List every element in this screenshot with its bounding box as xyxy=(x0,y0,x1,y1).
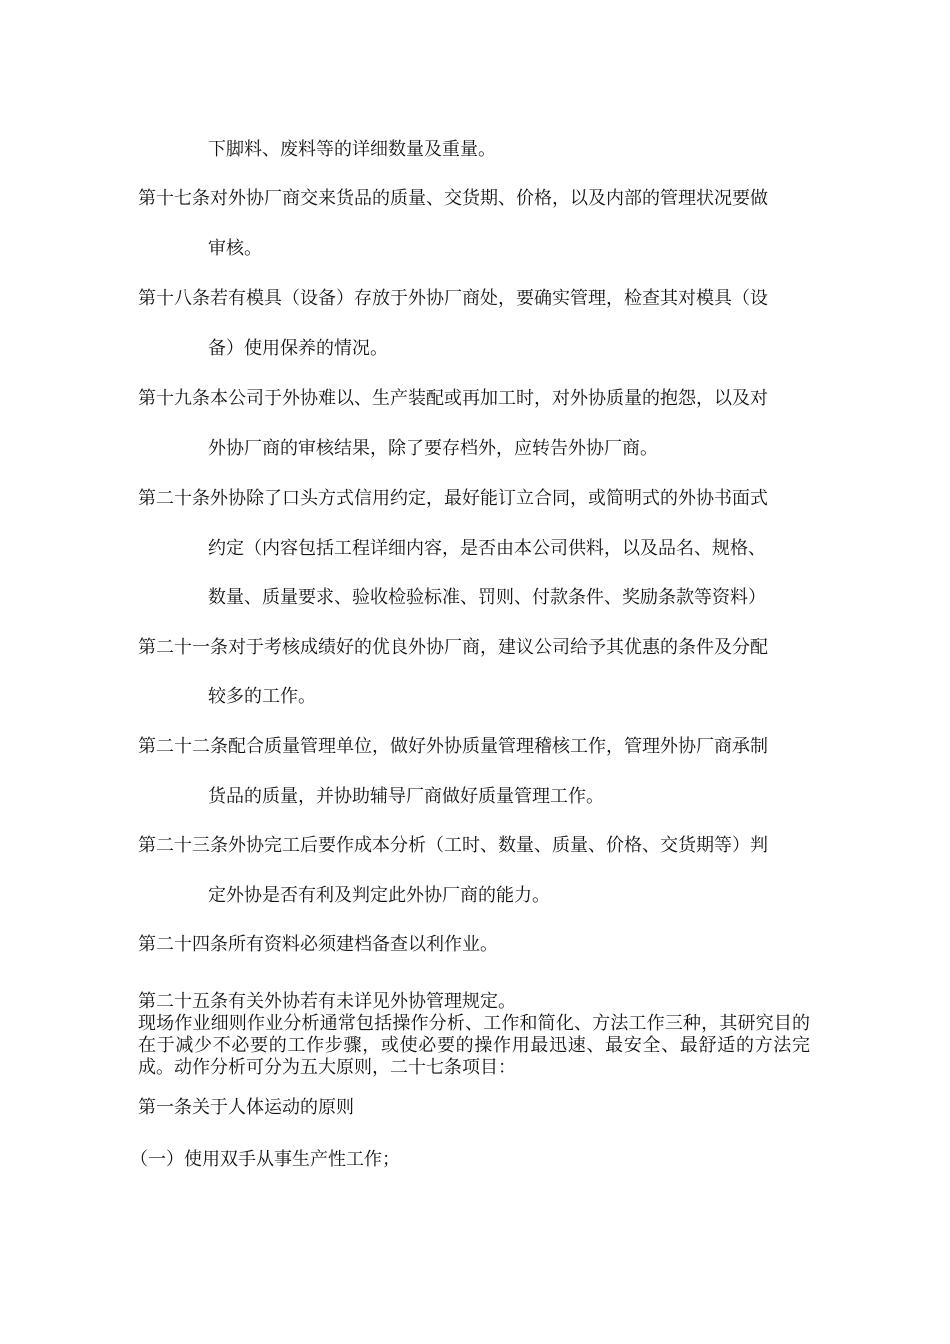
article-17-line-2: 审核。 xyxy=(208,238,262,259)
principle-1-heading: 第一条关于人体运动的原则 xyxy=(138,1097,354,1118)
article-23-line-1: 第二十三条外协完工后要作成本分析（工时、数量、质量、价格、交货期等）判 xyxy=(138,835,768,856)
article-21-line-2: 较多的工作。 xyxy=(208,686,316,707)
principle-1-item-1: （一）使用双手从事生产性工作； xyxy=(130,1149,400,1170)
article-20-line-1: 第二十条外协除了口头方式信用约定，最好能订立合同，或简明式的外协书面式 xyxy=(138,488,768,509)
article-25-line: 第二十五条有关外协若有未详见外协管理规定。 xyxy=(138,991,516,1012)
article-18-line-1: 第十八条若有模具（设备）存放于外协厂商处，要确实管理，检查其对模具（设 xyxy=(138,288,768,309)
article-19-line-2: 外协厂商的审核结果，除了要存档外，应转告外协厂商。 xyxy=(208,438,658,459)
article-24-line: 第二十四条所有资料必须建档备查以利作业。 xyxy=(138,934,498,955)
article-20-line-3: 数量、质量要求、验收检验标准、罚则、付款条件、奖励条款等资料） xyxy=(208,587,766,608)
article-20-line-2: 约定（内容包括工程详细内容，是否由本公司供料，以及品名、规格、 xyxy=(208,538,766,559)
article-23-line-2: 定外协是否有利及判定此外协厂商的能力。 xyxy=(208,885,550,906)
article-18-line-2: 备）使用保养的情况。 xyxy=(208,338,388,359)
article-17-line-1: 第十七条对外协厂商交来货品的质量、交货期、价格，以及内部的管理状况要做 xyxy=(138,188,768,209)
motion-analysis-paragraph: 现场作业细则作业分析通常包括操作分析、工作和简化、方法工作三种，其研究目的在于减少不必要的工作步骤，或使必要的操作用最迅速、最安全、最舒适的方法完成。动作分析可分为五大原则，二十七条项目： xyxy=(138,1013,810,1078)
article-22-line-2: 货品的质量，并协助辅导厂商做好质量管理工作。 xyxy=(208,786,604,807)
article-22-line-1: 第二十二条配合质量管理单位，做好外协质量管理稽核工作，管理外协厂商承制 xyxy=(138,736,768,757)
article-21-line-1: 第二十一条对于考核成绩好的优良外协厂商，建议公司给予其优惠的条件及分配 xyxy=(138,637,768,658)
continued-line: 下脚料、废料等的详细数量及重量。 xyxy=(208,139,496,160)
article-19-line-1: 第十九条本公司于外协难以、生产装配或再加工时，对外协质量的抱怨，以及对 xyxy=(138,388,768,409)
